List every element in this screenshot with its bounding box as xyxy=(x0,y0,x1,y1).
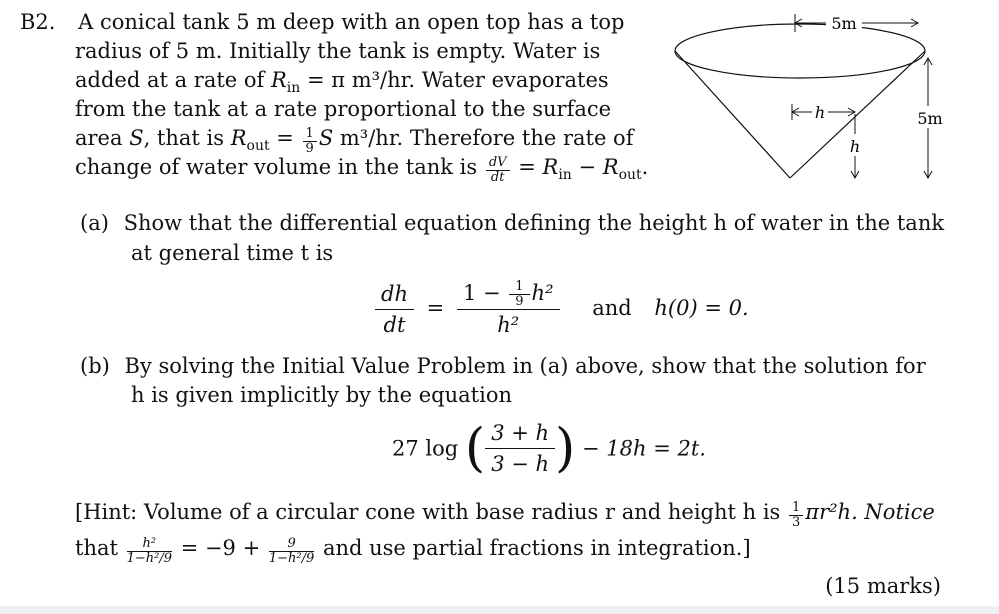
fraction-one-ninth: $\frac{1}{9}$ xyxy=(303,127,317,157)
hint-mid: = −9 + xyxy=(174,536,267,560)
question-line-1 xyxy=(20,8,624,36)
symbol-S-2: S xyxy=(318,126,334,150)
cone-diagram xyxy=(650,6,950,196)
part-a-line-1 xyxy=(80,209,944,237)
fraction-one-third: $\frac{1}{3}$ xyxy=(789,501,803,531)
fraction-rhs: 1 − $\frac{1}{9}$ h² h² xyxy=(457,278,560,340)
part-a-text-1: Show that the differential equation defining the height h of water in the tank xyxy=(123,211,945,235)
hint-line-1 xyxy=(75,498,935,530)
hint-text-2-post: and use partial fractions in integration.] xyxy=(316,536,751,560)
hint-fraction-1: $\frac{\text{h²}}{\text{1−h²/9}}$ xyxy=(126,535,173,566)
solution-equation: 27 log ( $\frac{3 + h}{3 - h}$ ) − 18h = 2t. xyxy=(392,418,706,479)
cone-top-rim xyxy=(675,24,925,78)
intro-line-6-pre: change of water volume in the tank is xyxy=(75,155,484,179)
symbol-S: S xyxy=(129,126,144,150)
water-depth-label: h xyxy=(849,137,861,156)
symbol-R: R xyxy=(270,68,287,92)
fraction-dh-dt: $\frac{dh}{dt}$ xyxy=(375,279,414,340)
hint-text-1-post: πr²h. Notice xyxy=(805,500,935,524)
intro-text-1: A conical tank 5 m deep with an open top has a top xyxy=(78,10,625,34)
intro-line-5-pre: area xyxy=(75,126,130,150)
part-b-line-1 xyxy=(80,352,926,380)
intro-line-4: from the tank at a rate proportional to the surface xyxy=(75,97,612,121)
marks-label: (15 marks) xyxy=(825,574,941,598)
top-radius-label: 5m xyxy=(831,14,857,33)
page-bottom-strip xyxy=(0,606,999,614)
intro-line-3-post: = π m³/hr. Water evaporates xyxy=(300,68,609,92)
hint-fraction-2: $\frac{9}{\text{1−h²/9}}$ xyxy=(268,535,315,566)
fraction-dV-dt: $\frac{dV}{dt}$ xyxy=(486,156,510,186)
cone-left-side xyxy=(675,51,790,178)
intro-line-6: change of water volume in the tank is $\frac{dV}{dt}$ = $R_{in} - R_{out}$. xyxy=(75,154,649,185)
hint-text-1: [Hint: Volume of a circular cone with base radius r and height h is xyxy=(75,500,788,524)
ode-equation: $\frac{dh}{dt}$ = 1 − $\frac{1}{9}$ h² h² and h(0) = 0. xyxy=(375,278,749,340)
tank-height-label: 5m xyxy=(917,109,943,128)
intro-line-5-mid: , that is xyxy=(143,126,231,150)
part-a-label: (a) xyxy=(80,211,109,235)
subscript-in: in xyxy=(286,80,301,96)
hint-text-2-pre: that xyxy=(75,536,125,560)
intro-line-5-post: m³/hr. Therefore the rate of xyxy=(333,126,634,150)
fraction-log-arg: $\frac{3 + h}{3 - h}$ xyxy=(485,418,555,479)
intro-line-3-pre: added at a rate of xyxy=(75,68,271,92)
cone-right-side xyxy=(790,51,925,178)
solution-rest: − 18h = 2t. xyxy=(582,436,706,461)
initial-condition: h(0) = 0. xyxy=(654,295,749,320)
part-b-text-1: By solving the Initial Value Problem in (a) above, show that the solution for xyxy=(124,354,926,378)
and-text: and xyxy=(592,295,632,320)
intro-line-2: radius of 5 m. Initially the tank is empty. Water is xyxy=(75,39,601,63)
question-label: B2. xyxy=(20,10,56,34)
part-b-line-2: h is given implicitly by the equation xyxy=(131,383,512,407)
part-b-label: (b) xyxy=(80,354,110,378)
water-radius-label: h xyxy=(814,103,826,122)
intro-eq: = xyxy=(269,126,301,150)
symbol-R-out: R xyxy=(230,126,247,150)
subscript-out: out xyxy=(246,138,270,154)
part-a-line-2: at general time t is xyxy=(131,241,334,265)
coef-log: 27 log xyxy=(392,436,459,461)
hint-line-2 xyxy=(75,534,751,566)
